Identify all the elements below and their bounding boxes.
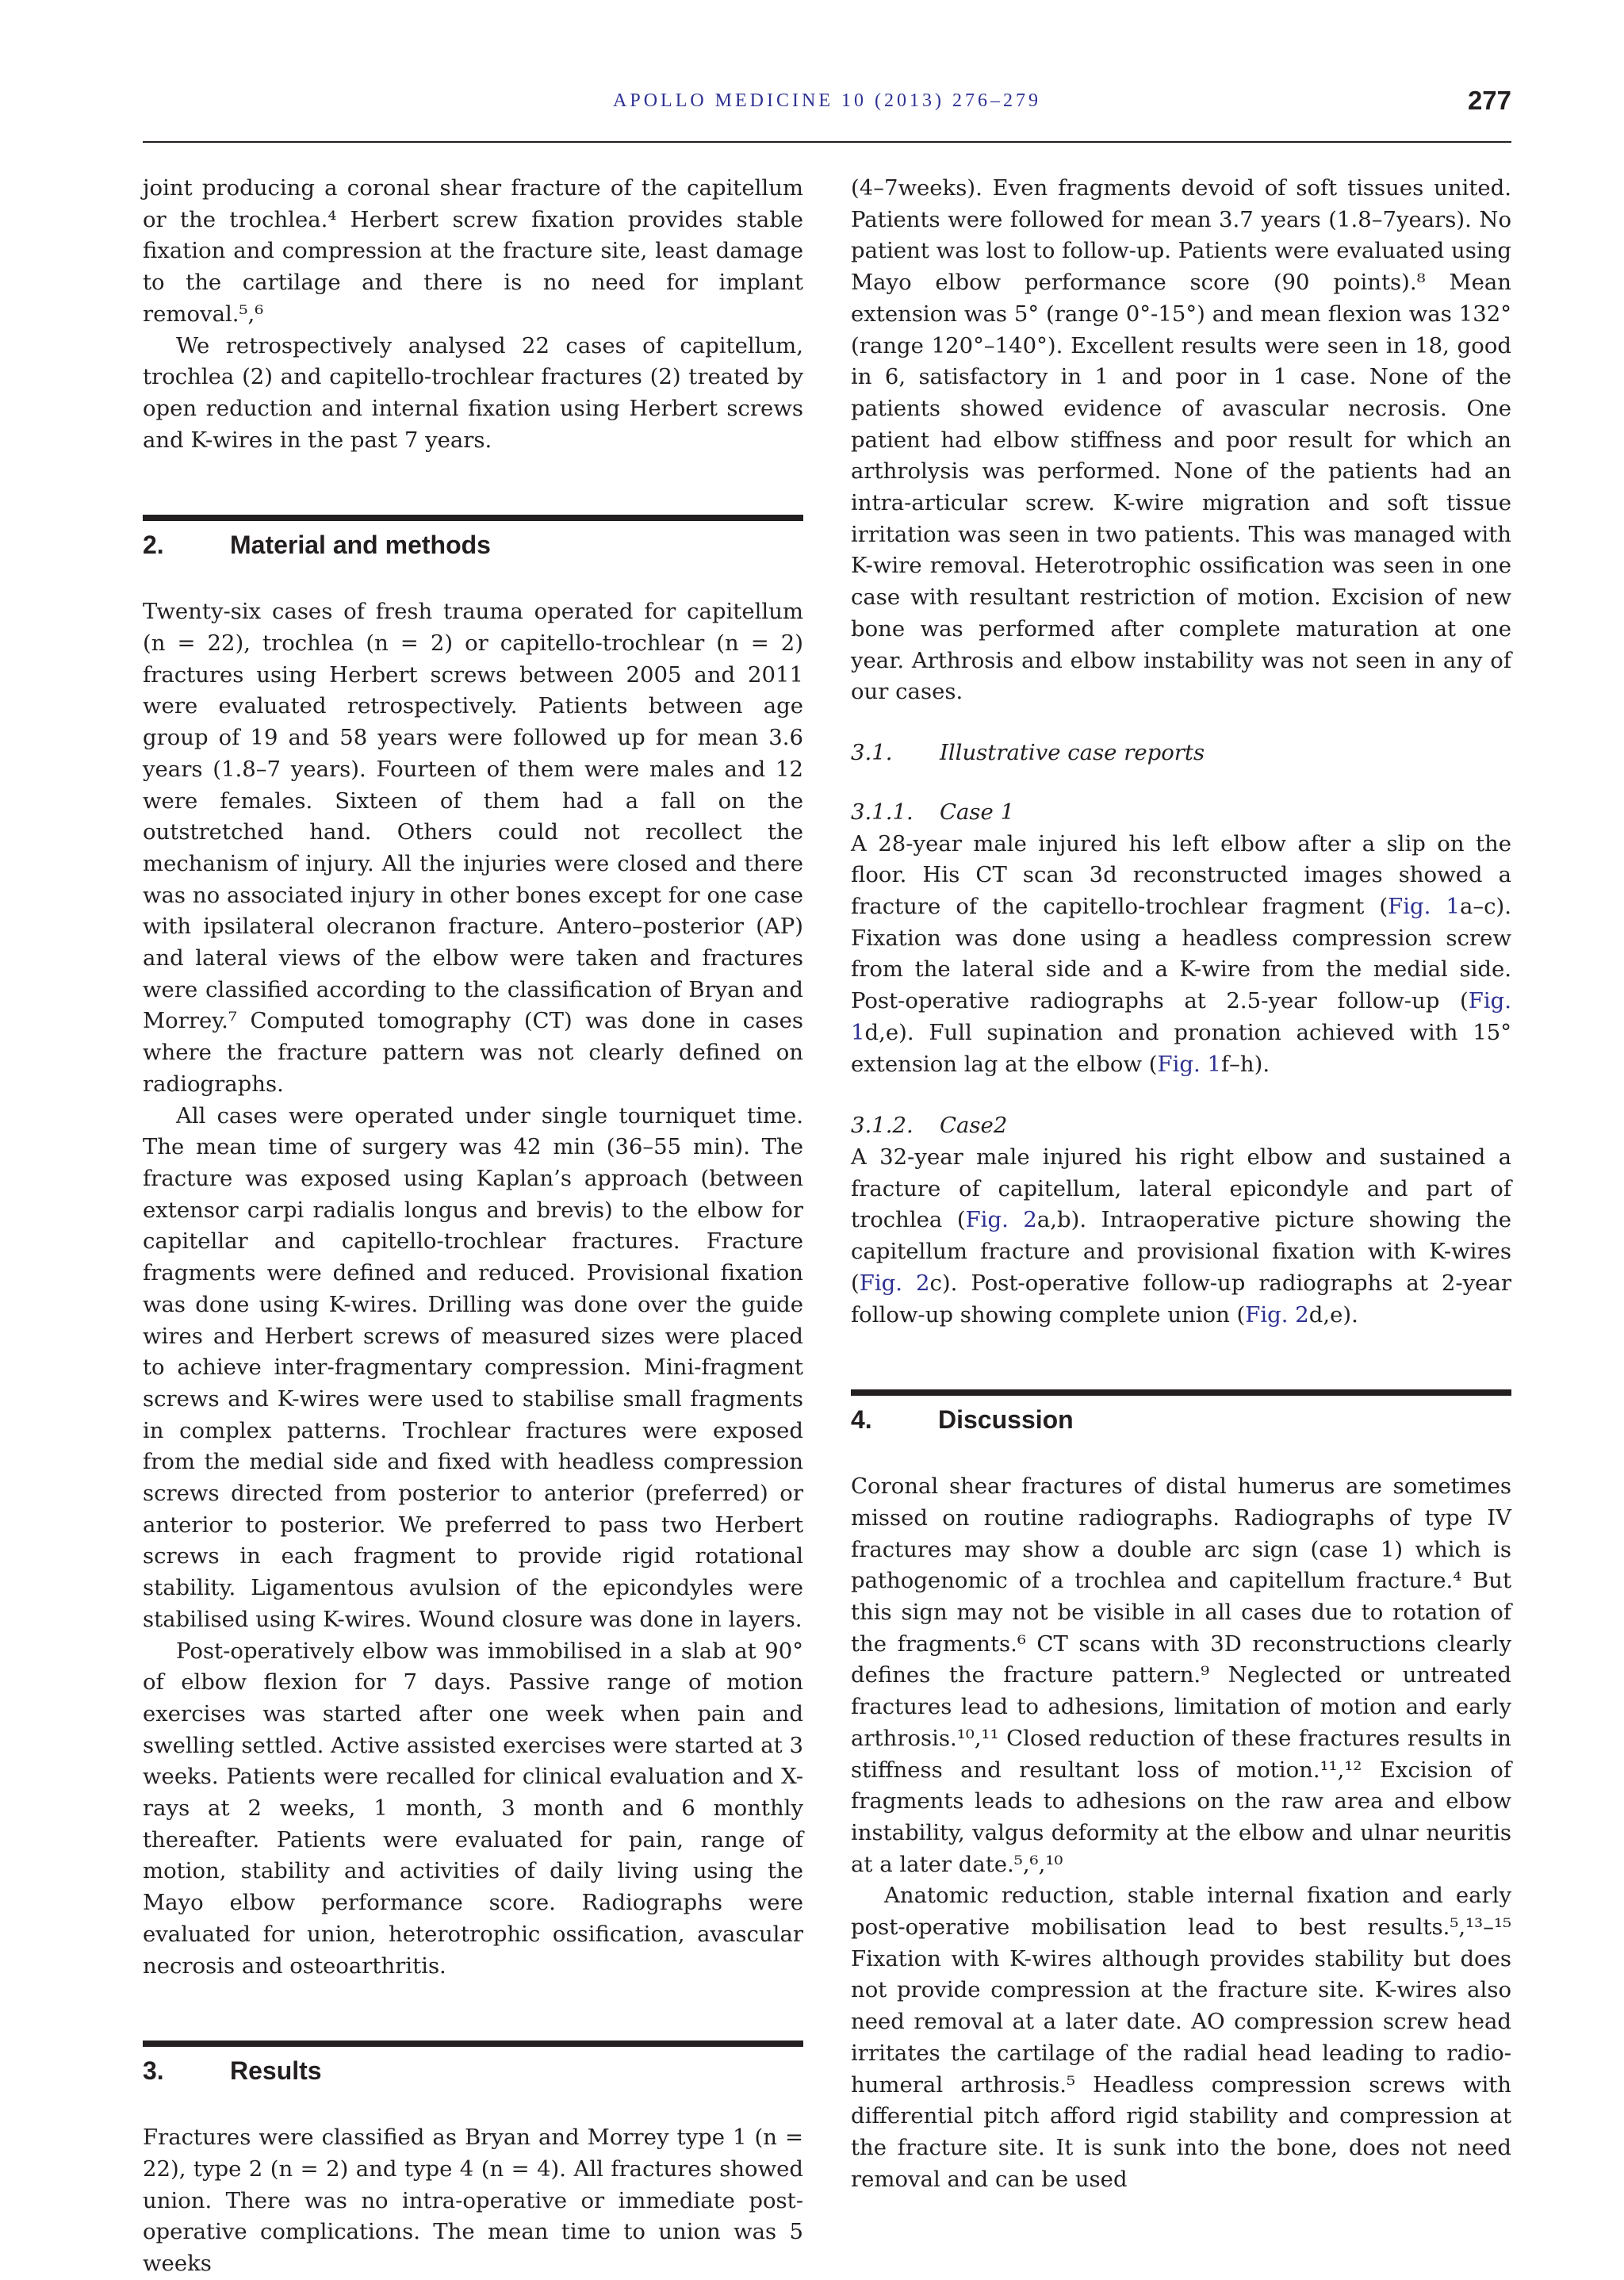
paragraph: Twenty-six cases of fresh trauma operated for capitellum (n = 22), trochlea (n = 2) or capitello-trochlear (n = 2) fractures using Herbert screws between 2005 and 2011 were evaluated retrospectively. Patients between age group of 19 and 58 years were followed up for mean 3.6 years (1.8–7 years). Fourteen of them were males and 12 were females. Sixteen of them had a fall on the outstretched hand. Others could not recollect the mechanism of injury. All the injuries were closed and there was no associated injury in other bones except for one case with ipsilateral olecranon fracture. Antero–posterior (AP) and lateral views of the elbow were taken and fractures were classified according to the classification of Bryan and Morrey.⁷ Computed tomography (CT) was done in cases where the fracture pattern was not clearly defined on radiographs. (143, 599, 803, 1097)
figure-link[interactable]: Fig. 1 (1157, 1051, 1221, 1077)
section-number: 3. (143, 2056, 164, 2086)
paragraph: All cases were operated under single tourniquet time. The mean time of surgery was 42 min (36–55 min). The fracture was exposed using Kaplan’s approach (between extensor carpi radialis longus and brevis) to the elbow for capitellar and capitello-trochlear fractures. Fracture fragments were defined and reduced. Provisional fixation was done using K-wires. Drilling was done over the guide wires and Herbert screws of measured sizes were placed to achieve inter-fragmentary compression. Mini-fragment screws and K-wires were used to stabilise small fragments in complex patterns. Trochlear fractures were exposed from the medial side and fixed with headless compression screws directed from posterior to anterior (preferred) or anterior to posterior. We preferred to pass two Herbert screws in each fragment to provide rigid rotational stability. Ligamentous avulsion of the epicondyles were stabilised using K-wires. Wound closure was done in layers. (143, 1102, 803, 1632)
text-run: d,e). (1308, 1301, 1358, 1328)
journal-citation: APOLLO MEDICINE 10 (2013) 276–279 (613, 90, 1041, 111)
paragraph: (4–7weeks). Even fragments devoid of soft tissues united. Patients were followed for mean 3.7 years (1.8–7years). No patient was lost to follow-up. Patients were evaluated using Mayo elbow performance score (90 points).⁸ Mean extension was 5° (range 0°-15°) and mean flexion was 132° (range 120°–140°). Excellent results were seen in 18, good in 6, satisfactory in 1 and poor in 1 case. None of the patients showed evidence of avascular necrosis. One patient had elbow stiffness and poor result for which an arthrolysis was performed. None of the patients had an intra-articular screw. K-wire migration and soft tissue irritation was seen in two patients. This was managed with K-wire removal. Heterotrophic ossification was seen in one case with resultant restriction of motion. Excision of new bone was performed after complete maturation at one year. Arthrosis and elbow instability was not seen in any of our cases. (851, 175, 1511, 705)
section-number: 2. (143, 531, 164, 560)
text-run: d,e). Full supination and pronation achieved with 15° extension lag at the elbow ( (851, 1019, 1511, 1077)
text-run: A 32-year male injured his right elbow and sustained a fracture of capitellum, lateral epicondyle and part of trochlea ( (851, 1144, 1511, 1233)
subsection-title: Illustrative case reports (940, 739, 1205, 765)
paragraph: We retrospectively analysed 22 cases of capitellum, trochlea (2) and capitello-trochlear fractures (2) treated by open reduction and internal fixation using Herbert screws and K-wires in the past 7 years. (143, 332, 803, 453)
paragraph-case-2 (851, 1142, 1511, 1331)
text-run: f–h). (1220, 1051, 1270, 1077)
case-heading (851, 1110, 1511, 1142)
figure-link[interactable]: Fig. 1 (1388, 894, 1460, 920)
section-heading-discussion (851, 1389, 1511, 1435)
section-title: Discussion (938, 1405, 1074, 1435)
case-title: Case2 (940, 1113, 1008, 1139)
paragraph: joint producing a coronal shear fracture of the capitellum or the trochlea.⁴ Herbert screw fixation provides stable fixation and compression at the fracture site, least damage to the cartilage and there is no need for implant removal.⁵,⁶ (143, 175, 803, 327)
subsection-number: 3.1. (851, 739, 893, 765)
section-number: 4. (851, 1405, 872, 1435)
paragraph: Anatomic reduction, stable internal fixation and early post-operative mobilisation lead to best results.⁵,¹³–¹⁵ Fixation with K-wires although provides stability but does not provide compression at the fracture site. K-wires also need removal at a later date. AO compression screw head irritates the cartilage of the radial head leading to radio-humeral arthrosis.⁵ Headless compression screws with differential pitch afford rigid stability and compression at the fracture site. It is sunk into the bone, does not need removal and can be used (851, 1883, 1511, 2192)
paragraph: Coronal shear fractures of distal humerus are sometimes missed on routine radiographs. Radiographs of type IV fractures may show a double arc sign (case 1) which is pathogenomic of a trochlea and capitellum fracture.⁴ But this sign may not be visible in all cases due to rotation of the fragments.⁶ CT scans with 3D reconstructions clearly defines the fracture pattern.⁹ Neglected or untreated fractures lead to adhesions, limitation of motion and early arthrosis.¹⁰,¹¹ Closed reduction of these fractures results in stiffness and resultant loss of motion.¹¹,¹² Excision of fragments leads to adhesions on the raw area and elbow instability, valgus deformity at the elbow and ulnar neuritis at a later date.⁵,⁶,¹⁰ (851, 1473, 1511, 1877)
section-title: Material and methods (230, 531, 491, 560)
figure-link[interactable]: Fig. 2 (1245, 1301, 1309, 1328)
left-column (143, 173, 803, 2280)
right-column (851, 173, 1511, 2195)
paragraph: Post-operatively elbow was immobilised in a slab at 90° of elbow flexion for 7 days. Passive range of motion exercises was started after one week when pain and swelling settled. Active assisted exercises were started at 3 weeks. Patients were recalled for clinical evaluation and X-rays at 2 weeks, 1 month, 3 month and 6 monthly thereafter. Patients were evaluated for pain, range of motion, stability and activities of daily living using the Mayo elbow performance score. Radiographs were evaluated for union, heterotrophic ossification, avascular necrosis and osteoarthritis. (143, 1638, 803, 1979)
text-run: a–c). Fixation was done using a headless compression screw from the lateral side and a K-wire from the medial side. Post-operative radiographs at 2.5-year follow-up ( (851, 894, 1511, 1014)
text-run: A 28-year male injured his left elbow after a slip on the floor. His CT scan 3d reconstructed images showed a fracture of the capitello-trochlear fragment ( (851, 830, 1511, 920)
text-run: a,b). Intraoperative picture showing the capitellum fracture and provisional fixation with K-wires ( (851, 1207, 1511, 1296)
figure-link[interactable]: Fig. 2 (965, 1207, 1037, 1233)
case-number: 3.1.1. (851, 799, 914, 825)
figure-link[interactable]: Fig. 2 (859, 1270, 930, 1296)
section-heading-results (143, 2041, 803, 2086)
section-title: Results (230, 2056, 322, 2086)
figure-link[interactable]: Fig. 1 (851, 988, 1511, 1045)
section-heading-methods (143, 515, 803, 560)
case-heading (851, 797, 1511, 829)
case-title: Case 1 (940, 799, 1015, 825)
running-header (143, 86, 1511, 143)
paragraph-case-1 (851, 829, 1511, 1081)
text-run: c). Post-operative follow-up radiographs at 2-year follow-up showing complete union ( (851, 1270, 1511, 1328)
paragraph: Fractures were classified as Bryan and Morrey type 1 (n = 22), type 2 (n = 2) and type 4 (n = 4). All fractures showed union. There was no intra-operative or immediate post-operative complications. The mean time to union was 5 weeks (143, 2125, 803, 2277)
page-number: 277 (1467, 86, 1511, 115)
case-number: 3.1.2. (851, 1113, 914, 1139)
subsection-heading (851, 740, 1511, 765)
